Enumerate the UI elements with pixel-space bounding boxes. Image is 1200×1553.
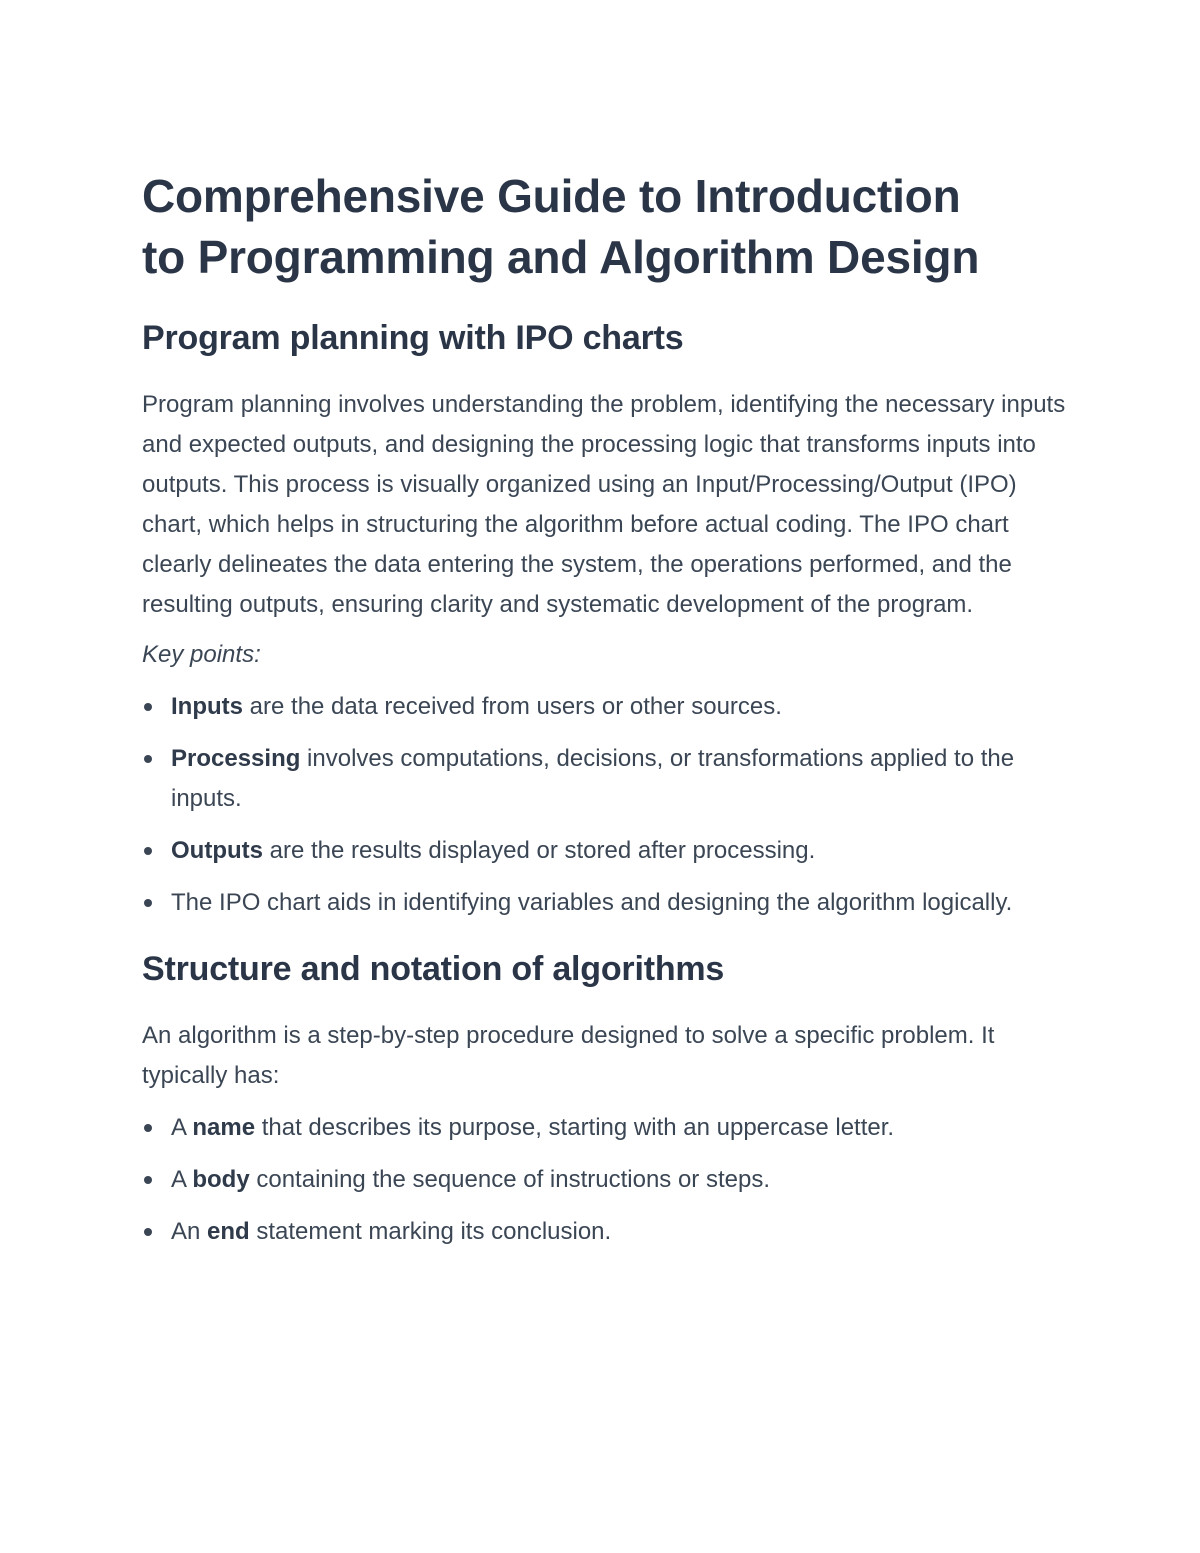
list-item-text: The IPO chart aids in identifying variables and designing the algorithm logically. bbox=[171, 889, 1013, 916]
ipo-key-points-list bbox=[142, 687, 1072, 923]
list-item bbox=[142, 1212, 1072, 1252]
list-item bbox=[142, 739, 1072, 819]
bullet-icon bbox=[144, 1228, 152, 1236]
list-item-bold: Outputs bbox=[171, 837, 263, 864]
list-item-text: are the data received from users or other sources. bbox=[243, 693, 782, 720]
bullet-icon bbox=[144, 1176, 152, 1184]
list-item bbox=[142, 687, 1072, 727]
bullet-icon bbox=[144, 847, 152, 855]
list-item-prefix: A bbox=[171, 1166, 193, 1193]
algorithm-paragraph: An algorithm is a step-by-step procedure designed to solve a specific problem. It typically has: bbox=[142, 1022, 995, 1089]
title-line-2: to Programming and Algorithm Design bbox=[142, 231, 980, 283]
list-item-text: statement marking its conclusion. bbox=[249, 1218, 612, 1245]
list-item-bold: Processing bbox=[171, 745, 301, 772]
list-item-text: containing the sequence of instructions or steps. bbox=[249, 1166, 770, 1193]
document-title bbox=[142, 166, 1072, 288]
ipo-paragraph: Program planning involves understanding the problem, identifying the necessary inputs and expected outputs, and designing the processing logic that transforms inputs into outputs. This process is visually organized using an Input/Processing/Output (IPO) chart, which helps in structuring the algorithm before actual coding. The IPO chart clearly delineates the data entering the system, the operations performed, and the resulting outputs, ensuring clarity and systematic development of the program. bbox=[142, 391, 1066, 618]
section-heading-algorithms: Structure and notation of algorithms bbox=[142, 950, 725, 988]
list-item bbox=[142, 883, 1072, 923]
list-item bbox=[142, 1108, 1072, 1148]
document-page bbox=[142, 166, 1072, 1264]
algorithm-structure-list bbox=[142, 1108, 1072, 1252]
list-item bbox=[142, 831, 1072, 871]
list-item-text: are the results displayed or stored after processing. bbox=[262, 837, 816, 864]
list-item-prefix: A bbox=[171, 1114, 193, 1141]
list-item-bold: Inputs bbox=[171, 693, 243, 720]
list-item-text: that describes its purpose, starting with an uppercase letter. bbox=[255, 1114, 895, 1141]
key-points-label: Key points: bbox=[142, 641, 261, 668]
section-heading-ipo: Program planning with IPO charts bbox=[142, 319, 684, 357]
list-item-text: involves computations, decisions, or transformations applied to the inputs. bbox=[171, 745, 1015, 812]
list-item bbox=[142, 1160, 1072, 1200]
title-line-1: Comprehensive Guide to Introduction bbox=[142, 170, 961, 222]
list-item-bold: end bbox=[207, 1218, 250, 1245]
bullet-icon bbox=[144, 899, 152, 907]
bullet-icon bbox=[144, 703, 152, 711]
bullet-icon bbox=[144, 755, 152, 763]
list-item-bold: name bbox=[192, 1114, 256, 1141]
list-item-prefix: An bbox=[171, 1218, 208, 1245]
list-item-bold: body bbox=[192, 1166, 250, 1193]
bullet-icon bbox=[144, 1124, 152, 1132]
